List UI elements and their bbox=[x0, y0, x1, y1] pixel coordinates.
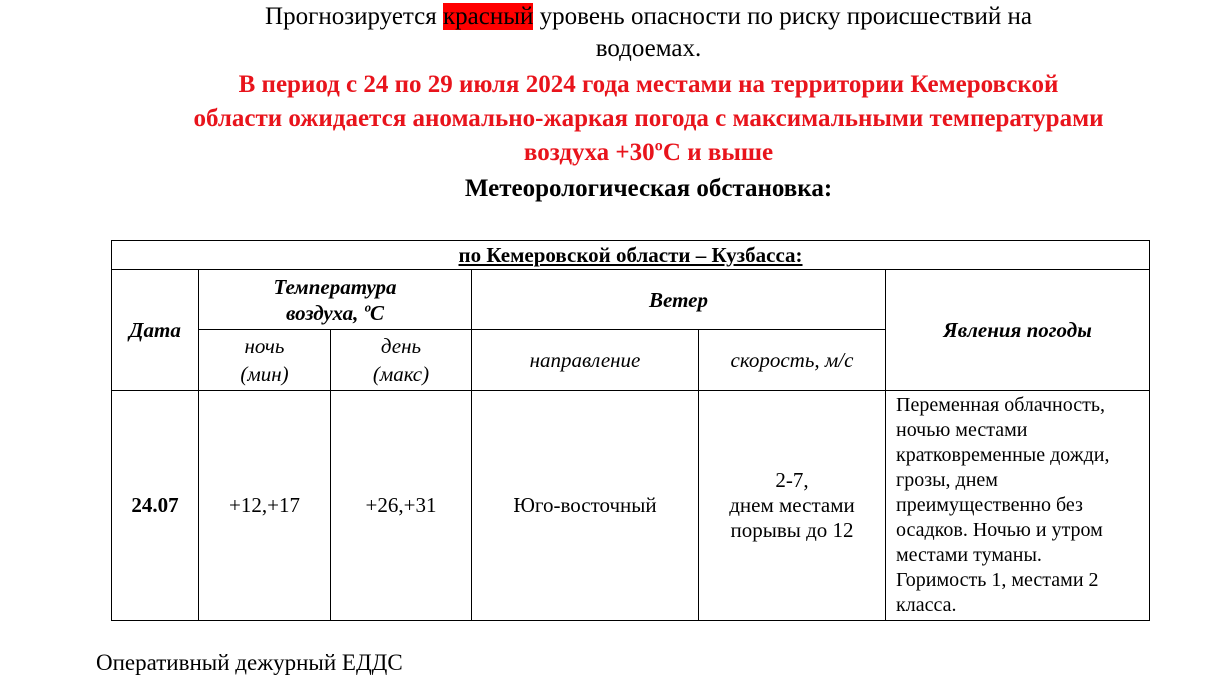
header-direction: направление bbox=[472, 330, 699, 391]
cell-phenomena: Переменная облачность, ночью местами кратковременные дожди, грозы, днем преимущественно без осадков. Ночью и утром местами туманы. Горимость 1, местами 2 класса. bbox=[886, 391, 1150, 621]
alert-text-before: Прогнозируется bbox=[265, 3, 443, 30]
weather-table bbox=[111, 240, 1150, 621]
alert-level-line-2: водоемах. bbox=[595, 35, 702, 62]
heat-warning-line-3: воздуха +30ºC и выше bbox=[523, 139, 774, 166]
cell-wind-speed: 2-7, днем местами порывы до 12 bbox=[699, 391, 886, 621]
header-phenomena: Явления погоды bbox=[886, 270, 1150, 391]
header-speed: скорость, м/с bbox=[699, 330, 886, 391]
heat-warning-line-1: В период с 24 по 29 июля 2024 года местами на территории Кемеровской bbox=[238, 71, 1059, 98]
header-day: день (макс) bbox=[331, 330, 472, 391]
alert-text-after: уровень опасности по риску происшествий на bbox=[533, 3, 1032, 30]
section-title: Метеорологическая обстановка: bbox=[464, 175, 833, 202]
footer-signature: Оперативный дежурный ЕДДС bbox=[96, 650, 403, 675]
header-temperature: Температура воздуха, ºС bbox=[199, 270, 472, 330]
header-date: Дата bbox=[112, 270, 199, 391]
cell-night-temp: +12,+17 bbox=[199, 391, 331, 621]
cell-wind-direction: Юго-восточный bbox=[472, 391, 699, 621]
table-row bbox=[112, 391, 1150, 621]
cell-day-temp: +26,+31 bbox=[331, 391, 472, 621]
table-caption: по Кемеровской области – Кузбасса: bbox=[112, 241, 1150, 270]
header-night: ночь (мин) bbox=[199, 330, 331, 391]
header-wind: Ветер bbox=[472, 270, 886, 330]
heat-warning-line-2: области ожидается аномально-жаркая погода с максимальными температурами bbox=[193, 105, 1104, 132]
cell-date: 24.07 bbox=[112, 391, 199, 621]
alert-level-line bbox=[37, 0, 1223, 34]
alert-level-highlight: красный bbox=[443, 3, 534, 30]
